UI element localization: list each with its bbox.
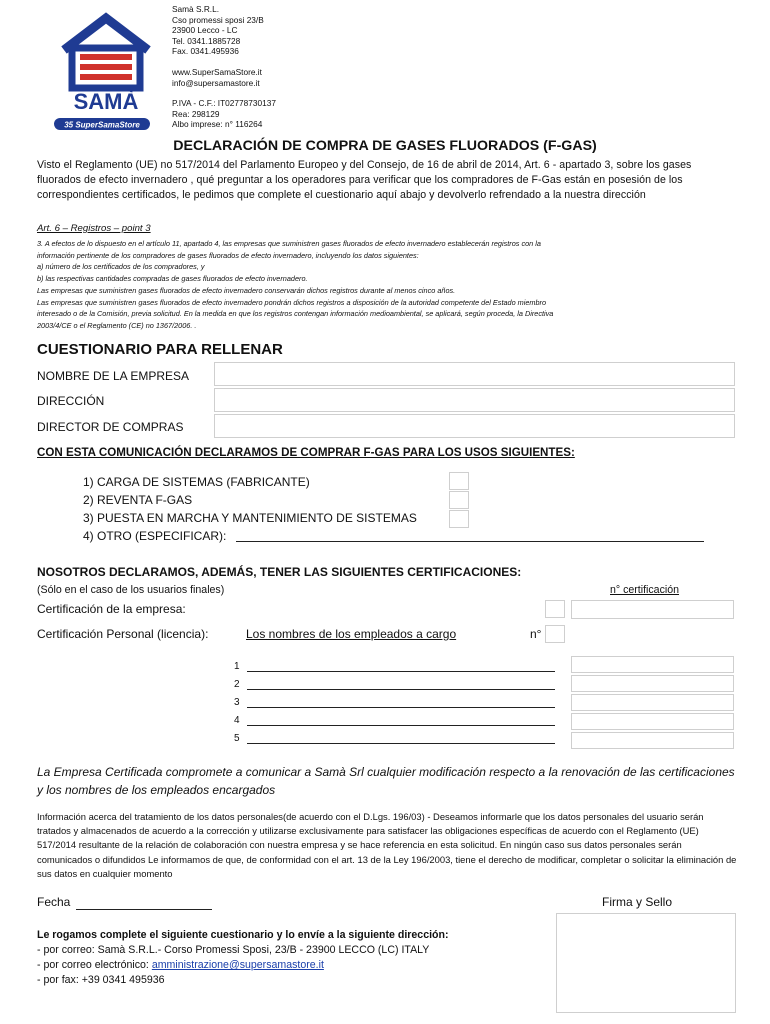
company-line: Samà S.R.L. [172, 4, 220, 14]
employee-row-number: 1 [234, 661, 240, 672]
company-line: Cso promessi sposi 23/B [172, 14, 264, 25]
address-label: DIRECCIÓN [37, 394, 105, 408]
date-label: Fecha [37, 895, 71, 909]
send-email-line [37, 958, 449, 973]
send-email-prefix: - por correo electrónico: [37, 959, 152, 971]
company-info [172, 4, 276, 130]
article-text [37, 238, 737, 332]
article-line: Las empresas que suministren gases fluorados de efecto invernadero pondrán dichos registros a disposición de la autoridad competente del Estado miembro [37, 297, 547, 307]
send-heading: Le rogamos complete el siguiente cuestionario y lo envíe a la siguiente dirección: [37, 929, 449, 941]
company-name-label: NOMBRE DE LA EMPRESA [37, 369, 190, 383]
commitment-statement: La Empresa Certificada compromete a comunicar a Samà Srl cualquier modificación respecto a la renovación de las certificaciones y los nombres de los empleados encargados [37, 765, 735, 797]
company-line: Tel. 0341.1885728 [172, 35, 241, 46]
company-tax-line: Rea: 298129 [172, 108, 220, 119]
company-certification-checkbox[interactable] [545, 600, 565, 618]
article-line: b) las respectivas cantidades compradas de gases fluorados de efecto invernadero. [37, 274, 308, 284]
certifications-subheading: (Sólo en el caso de los usuarios finales) [37, 584, 225, 596]
employee-row-number: 2 [234, 679, 240, 690]
sama-logo-graphic [52, 10, 160, 132]
company-certification-label: Certificación de la empresa: [37, 602, 186, 616]
employee-row-number: 5 [234, 733, 240, 744]
purchasing-director-field[interactable] [214, 414, 735, 438]
company-line: Fax. 0341.495936 [172, 46, 239, 57]
use-item-maintenance: 3) PUESTA EN MARCHA Y MANTENIMIENTO DE SISTEMAS [83, 511, 417, 525]
use-maintenance-checkbox[interactable] [449, 510, 469, 528]
employee-name-line[interactable] [247, 671, 555, 672]
certification-number-label: n° certificación [610, 584, 680, 596]
use-resale-checkbox[interactable] [449, 491, 469, 509]
article-line: a) número de los certificados de los compradores, y [37, 262, 205, 272]
send-email-link[interactable]: amministrazione@supersamastore.it [151, 959, 324, 971]
employee-row-number: 3 [234, 697, 240, 708]
article-line: 2003/4/CE o el Reglamento (CE) no 1367/2006. . [37, 320, 197, 330]
employee-name-line[interactable] [247, 743, 555, 744]
company-tax-line: P.IVA - C.F.: IT02778730137 [172, 98, 276, 109]
article-line: 3. A efectos de lo dispuesto en el artículo 11, apartado 4, las empresas que suministren gases fluorados de efecto invernadero establecerán registros con la [37, 239, 541, 248]
logo-brand-text: SAMÀ [73, 89, 139, 114]
company-line: 23900 Lecco - LC [172, 25, 238, 36]
employee-cert-field[interactable] [571, 713, 734, 730]
send-instructions [37, 928, 449, 988]
count-label: n° [530, 627, 542, 641]
article-line: interesado o de la Comisión, previa solicitud. En la medida en que los registros contengan información medioambiental, se aplicará, según proceda, la Directiva [37, 309, 554, 319]
uses-heading: CON ESTA COMUNICACIÓN DECLARAMOS DE COMPRAR F-GAS PARA LOS USOS SIGUIENTES: [37, 446, 575, 459]
certifications-heading: NOSOTROS DECLARAMOS, ADEMÁS, TENER LAS SIGUIENTES CERTIFICACIONES: [37, 565, 522, 579]
personal-certification-label: Certificación Personal (licencia): [37, 627, 209, 641]
employees-label: Los nombres de los empleados a cargo [246, 627, 457, 641]
employee-cert-field[interactable] [571, 675, 734, 692]
article-reference: Art. 6 – Registros – point 3 [37, 223, 151, 234]
use-charging-checkbox[interactable] [449, 472, 469, 490]
employee-cert-field[interactable] [571, 656, 734, 673]
date-field-line[interactable] [76, 909, 212, 910]
employees-count-field[interactable] [545, 625, 565, 643]
employee-name-line[interactable] [247, 725, 555, 726]
signature-label: Firma y Sello [602, 895, 673, 909]
company-email: info@supersamastore.it [172, 77, 260, 88]
other-specify-line[interactable] [236, 541, 704, 542]
purchasing-director-label: DIRECTOR DE COMPRAS [37, 420, 184, 434]
article-line: información pertinente de los compradores de gases fluorados de efecto invernadero, incluyendo los datos siguientes: [37, 250, 419, 260]
questionnaire-heading: CUESTIONARIO PARA RELLENAR [37, 341, 283, 358]
article-line: Las empresas que suministren gases fluorados de efecto invernadero conservarán dichos registros durante al menos cinco años. [37, 285, 456, 295]
employee-name-line[interactable] [247, 689, 555, 690]
logo-tagline-text: 35 SuperSamaStore [64, 120, 140, 130]
company-logo [52, 10, 160, 132]
company-tax-line: Albo imprese: n° 116264 [172, 119, 263, 130]
address-field[interactable] [214, 388, 735, 412]
signature-box[interactable] [556, 913, 736, 1013]
employee-row-number: 4 [234, 715, 240, 726]
privacy-notice: Información acerca del tratamiento de los datos personales(de acuerdo con el D.Lgs. 196/03) - Deseamos informarle que los datos personales del usuario serán tratados y almacenados de acuerdo a la corrección y utilizarse exclusivamente para satisfacer las obligaciones específicas de acuerdo con el Reglamento (UE) 517/2014 resultante de la relación de colaboración con nuestra empresa y se hace referencia en esta solicitud. En ningún caso sus datos personales serán comunicados o difundidos Le informamos de que, de conformidad con el art. 13 de la Ley 196/2003, tiene el derecho de modificar, completar o solicitar la eliminación de sus datos en cualquier momento [37, 811, 737, 879]
send-post: - por correo: Samà S.R.L.- Corso Promessi Sposi, 23/B - 23900 LECCO (LC) ITALY [37, 944, 430, 956]
use-item-charging: 1) CARGA DE SISTEMAS (FABRICANTE) [83, 475, 310, 489]
use-item-other: 4) OTRO (ESPECIFICAR): [83, 529, 227, 543]
employee-name-line[interactable] [247, 707, 555, 708]
company-certification-number-field[interactable] [571, 600, 734, 619]
send-fax: - por fax: +39 0341 495936 [37, 974, 165, 986]
use-item-resale: 2) REVENTA F-GAS [83, 493, 193, 507]
intro-paragraph: Visto el Reglamento (UE) no 517/2014 del Parlamento Europeo y del Consejo, de 16 de abril de 2014, Art. 6 - apartado 3, sobre los gases fluorados de efecto invernadero , qué preguntar a los operadores para verificar que los compradores de F-Gas están en posesión de los correspondientes certificados, le pedimos que complete el cuestionario aquí abajo y devolverlo refrendado a la nuestra dirección [37, 159, 692, 201]
employee-cert-field[interactable] [571, 694, 734, 711]
company-web: www.SuperSamaStore.it [172, 66, 262, 77]
employee-cert-field[interactable] [571, 732, 734, 749]
company-name-field[interactable] [214, 362, 735, 386]
document-title: DECLARACIÓN DE COMPRA DE GASES FLUORADOS (F-GAS) [173, 138, 597, 154]
